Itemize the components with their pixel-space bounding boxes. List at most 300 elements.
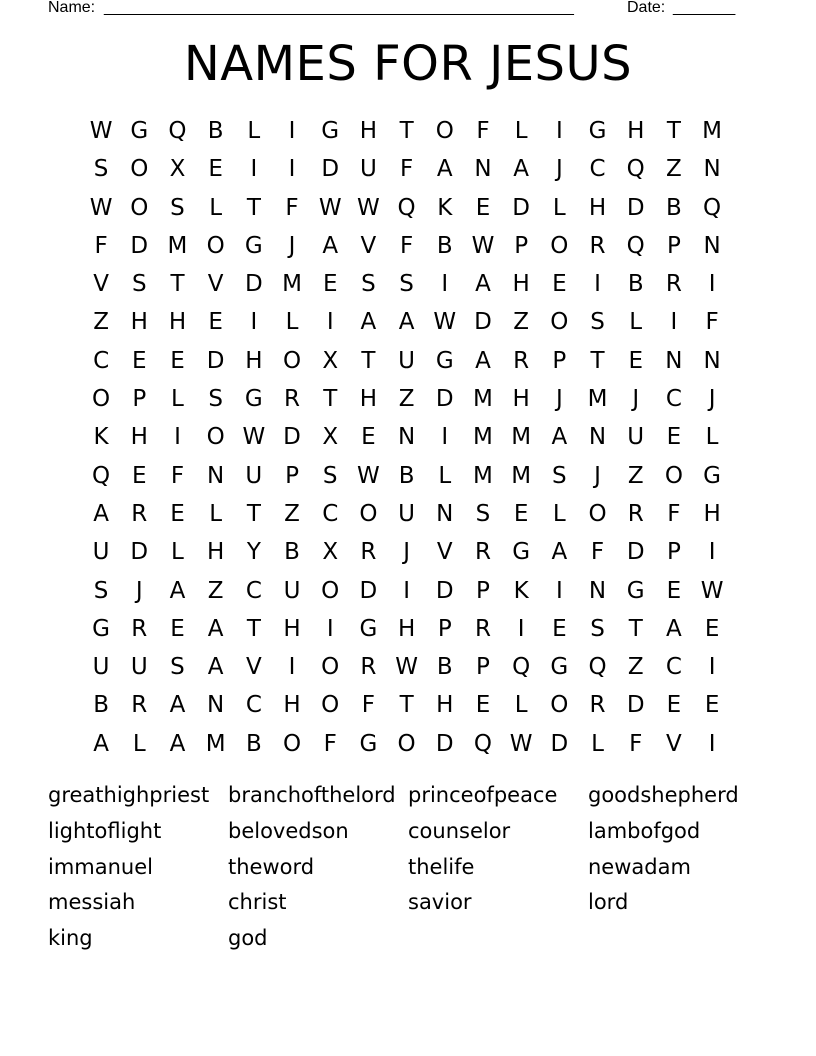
- grid-letter: R: [131, 615, 148, 642]
- grid-letter: O: [550, 309, 569, 336]
- grid-letter: T: [246, 500, 261, 527]
- grid-letter: L: [209, 194, 223, 221]
- grid-letter: L: [514, 692, 528, 719]
- grid-letter: R: [131, 500, 148, 527]
- grid-letter: P: [476, 577, 490, 604]
- grid-letter: X: [322, 347, 339, 374]
- grid-letter: O: [206, 424, 225, 451]
- grid-letter: P: [437, 615, 452, 642]
- grid-row: [82, 189, 732, 227]
- grid-letter: O: [435, 118, 454, 144]
- grid-letter: W: [395, 654, 418, 681]
- grid-letter: V: [666, 730, 682, 757]
- grid-letter: R: [131, 692, 148, 719]
- grid-row: [82, 610, 732, 648]
- grid-letter: I: [708, 654, 716, 681]
- grid-row: [82, 686, 732, 724]
- grid-letter: O: [321, 692, 340, 719]
- grid-letter: I: [326, 309, 334, 336]
- word-bank-item: christ: [228, 890, 287, 915]
- grid-letter: E: [170, 615, 185, 642]
- grid-letter: P: [666, 539, 681, 566]
- grid-letter: L: [591, 730, 604, 757]
- grid-letter: D: [435, 730, 454, 757]
- grid-letter: I: [250, 156, 258, 183]
- grid-letter: E: [666, 692, 682, 719]
- grid-row: [82, 112, 732, 150]
- grid-letter: T: [590, 347, 605, 374]
- grid-letter: V: [245, 654, 262, 681]
- grid-letter: K: [513, 577, 529, 604]
- word-bank: [48, 778, 768, 957]
- grid-letter: S: [322, 462, 338, 489]
- grid-letter: I: [250, 309, 258, 336]
- grid-letter: S: [131, 271, 147, 298]
- grid-letter: I: [174, 424, 181, 451]
- grid-letter: L: [171, 539, 184, 566]
- grid-letter: I: [555, 577, 563, 604]
- grid-letter: J: [708, 386, 716, 413]
- grid-letter: H: [283, 692, 301, 719]
- grid-letter: Q: [397, 194, 416, 221]
- grid-letter: G: [130, 118, 149, 144]
- grid-letter: D: [435, 386, 454, 413]
- grid-letter: X: [322, 424, 339, 451]
- grid-letter: Q: [626, 232, 645, 259]
- grid-letter: V: [93, 271, 109, 298]
- word-bank-item: belovedson: [228, 818, 349, 843]
- grid-letter: W: [357, 194, 380, 221]
- grid-letter: N: [703, 232, 721, 259]
- grid-letter: U: [245, 462, 263, 489]
- grid-row: [82, 648, 732, 686]
- grid-letter: D: [512, 194, 531, 221]
- grid-letter: Q: [588, 654, 607, 681]
- grid-letter: H: [130, 424, 148, 451]
- grid-letter: L: [705, 424, 719, 451]
- word-bank-item: messiah: [48, 890, 136, 915]
- grid-letter: D: [474, 309, 492, 336]
- grid-row: [82, 150, 732, 188]
- grid-letter: E: [666, 424, 682, 451]
- grid-letter: R: [589, 692, 606, 719]
- grid-letter: I: [708, 539, 716, 566]
- grid-letter: W: [509, 730, 533, 757]
- grid-letter: G: [244, 386, 263, 413]
- grid-letter: C: [589, 156, 606, 183]
- grid-letter: B: [666, 194, 682, 221]
- grid-letter: E: [552, 271, 567, 298]
- grid-letter: N: [436, 500, 454, 527]
- grid-letter: L: [438, 462, 452, 489]
- grid-letter: E: [361, 424, 376, 451]
- grid-letter: E: [132, 347, 147, 374]
- word-bank-item: princeofpeace: [408, 783, 558, 807]
- grid-letter: T: [170, 271, 185, 298]
- grid-row: [82, 457, 732, 495]
- grid-letter: B: [436, 654, 453, 681]
- grid-letter: A: [551, 539, 568, 566]
- grid-letter: H: [245, 347, 263, 374]
- word-bank-item: goodshepherd: [588, 783, 739, 807]
- grid-letter: T: [666, 118, 681, 144]
- word-bank-item: counselor: [408, 818, 511, 843]
- grid-letter: R: [474, 615, 491, 642]
- grid-letter: I: [708, 271, 716, 298]
- grid-letter: H: [627, 118, 645, 144]
- date-blank-line: _______: [673, 0, 736, 16]
- grid-letter: A: [475, 347, 491, 374]
- grid-letter: O: [359, 500, 378, 527]
- grid-row: [82, 342, 732, 380]
- word-bank-item: king: [48, 926, 93, 951]
- grid-letter: B: [207, 118, 224, 144]
- grid-letter: P: [514, 232, 529, 259]
- grid-letter: A: [169, 692, 186, 719]
- grid-letter: D: [626, 692, 645, 719]
- grid-letter: R: [360, 539, 377, 566]
- grid-letter: Y: [246, 539, 261, 566]
- grid-letter: G: [588, 118, 607, 144]
- grid-letter: G: [626, 577, 645, 604]
- grid-letter: H: [168, 309, 187, 336]
- grid-letter: J: [555, 156, 563, 183]
- word-bank-item: thelife: [408, 854, 475, 879]
- grid-row: [82, 265, 732, 303]
- grid-letter: Q: [92, 462, 111, 489]
- grid-letter: F: [361, 692, 376, 719]
- grid-letter: B: [398, 462, 415, 489]
- grid-letter: J: [288, 232, 296, 259]
- grid-letter: Z: [398, 386, 415, 413]
- grid-letter: J: [403, 539, 410, 566]
- grid-letter: O: [550, 692, 569, 719]
- grid-letter: E: [552, 615, 567, 642]
- word-bank-item: savior: [408, 890, 472, 915]
- grid-letter: I: [594, 271, 601, 298]
- grid-letter: P: [132, 386, 147, 413]
- grid-letter: A: [207, 615, 224, 642]
- grid-letter: A: [207, 654, 224, 681]
- grid-letter: H: [588, 194, 607, 221]
- grid-letter: D: [626, 539, 645, 566]
- grid-letter: L: [285, 309, 299, 336]
- grid-letter: T: [246, 615, 261, 642]
- grid-letter: N: [703, 156, 721, 183]
- name-label: Name:: [48, 0, 96, 16]
- grid-letter: L: [209, 500, 223, 527]
- grid-letter: I: [288, 118, 296, 144]
- grid-row: [82, 495, 732, 533]
- grid-letter: S: [361, 271, 376, 298]
- grid-letter: W: [433, 309, 457, 336]
- grid-letter: A: [513, 156, 530, 183]
- grid-letter: I: [403, 577, 410, 604]
- grid-letter: M: [282, 271, 302, 298]
- grid-letter: O: [282, 730, 302, 757]
- grid-letter: M: [511, 462, 532, 489]
- grid-letter: X: [322, 539, 339, 566]
- grid-letter: T: [246, 194, 261, 221]
- grid-letter: C: [245, 692, 262, 719]
- grid-letter: I: [441, 424, 449, 451]
- grid-letter: E: [170, 347, 185, 374]
- grid-letter: A: [360, 309, 377, 336]
- grid-letter: N: [397, 424, 416, 451]
- grid-letter: H: [130, 309, 148, 336]
- grid-letter: Z: [207, 577, 224, 604]
- grid-letter: F: [667, 500, 681, 527]
- word-bank-item: lambofgod: [588, 818, 701, 843]
- grid-letter: U: [398, 500, 416, 527]
- word-bank-item: immanuel: [48, 854, 153, 879]
- grid-letter: A: [666, 615, 682, 642]
- grid-row: [82, 380, 732, 418]
- grid-letter: V: [436, 539, 453, 566]
- grid-letter: D: [626, 194, 645, 221]
- grid-letter: L: [171, 386, 184, 413]
- grid-letter: G: [512, 539, 531, 566]
- word-bank-item: lightoflight: [48, 818, 162, 843]
- grid-letter: E: [475, 194, 491, 221]
- grid-letter: O: [282, 347, 302, 374]
- grid-letter: O: [206, 232, 225, 259]
- grid-letter: N: [207, 462, 225, 489]
- grid-letter: O: [130, 194, 149, 221]
- grid-letter: Q: [703, 194, 722, 221]
- grid-letter: F: [590, 539, 605, 566]
- grid-letter: C: [322, 500, 339, 527]
- grid-letter: F: [170, 462, 185, 489]
- grid-letter: H: [512, 386, 530, 413]
- grid-letter: D: [244, 271, 263, 298]
- grid-letter: Z: [627, 654, 644, 681]
- grid-letter: Q: [512, 654, 531, 681]
- grid-letter: T: [628, 615, 643, 642]
- grid-letter: H: [397, 615, 416, 642]
- grid-letter: R: [589, 232, 606, 259]
- grid-letter: L: [552, 194, 566, 221]
- grid-letter: Z: [513, 309, 530, 336]
- grid-letter: J: [555, 386, 563, 413]
- grid-letter: M: [205, 730, 226, 757]
- grid-letter: P: [666, 232, 681, 259]
- grid-letter: E: [666, 577, 682, 604]
- grid-letter: R: [284, 386, 301, 413]
- grid-letter: N: [588, 424, 607, 451]
- grid-letter: F: [629, 730, 643, 757]
- grid-letter: M: [473, 462, 493, 489]
- grid-letter: E: [475, 692, 491, 719]
- grid-letter: Q: [168, 118, 187, 144]
- grid-letter: F: [399, 232, 414, 259]
- grid-letter: U: [398, 347, 416, 374]
- grid-letter: A: [398, 309, 415, 336]
- grid-letter: F: [94, 232, 108, 259]
- grid-letter: I: [670, 309, 678, 336]
- grid-letter: W: [357, 462, 380, 489]
- grid-letter: N: [588, 577, 607, 604]
- grid-row: [82, 418, 732, 456]
- word-bank-item: god: [228, 926, 268, 951]
- grid-letter: M: [473, 386, 493, 413]
- grid-letter: I: [326, 615, 334, 642]
- grid-letter: V: [360, 232, 377, 259]
- grid-letter: W: [471, 232, 495, 259]
- grid-letter: M: [473, 424, 493, 451]
- grid-letter: G: [703, 462, 721, 489]
- grid-letter: A: [93, 500, 109, 527]
- grid-letter: O: [92, 386, 111, 413]
- grid-letter: W: [89, 194, 113, 221]
- grid-letter: I: [441, 271, 449, 298]
- grid-letter: U: [283, 577, 301, 604]
- grid-letter: R: [513, 347, 530, 374]
- grid-letter: N: [207, 692, 225, 719]
- grid-letter: E: [704, 692, 720, 719]
- grid-letter: I: [555, 118, 563, 144]
- grid-letter: F: [476, 118, 490, 144]
- grid-letter: S: [93, 577, 109, 604]
- grid-letter: J: [594, 462, 601, 489]
- grid-letter: U: [92, 539, 110, 566]
- grid-letter: E: [628, 347, 643, 374]
- word-bank-item: branchofthelord: [228, 783, 396, 807]
- name-blank-line: ______________________________________________________: [104, 0, 574, 16]
- grid-letter: V: [207, 271, 224, 298]
- grid-letter: J: [632, 386, 640, 413]
- grid-letter: O: [130, 156, 149, 183]
- grid-letter: D: [359, 577, 378, 604]
- grid-letter: E: [322, 271, 338, 298]
- grid-letter: L: [132, 730, 146, 757]
- grid-letter: G: [321, 118, 340, 144]
- grid-letter: I: [708, 730, 716, 757]
- grid-letter: U: [92, 654, 110, 681]
- grid-letter: O: [321, 654, 340, 681]
- grid-letter: W: [242, 424, 266, 451]
- grid-letter: I: [288, 156, 296, 183]
- grid-letter: P: [285, 462, 299, 489]
- grid-letter: N: [474, 156, 492, 183]
- grid-letter: I: [288, 654, 296, 681]
- grid-letter: O: [664, 462, 683, 489]
- grid-letter: H: [703, 500, 721, 527]
- grid-letter: E: [208, 156, 223, 183]
- word-bank-item: newadam: [588, 854, 691, 879]
- grid-letter: D: [206, 347, 225, 374]
- grid-letter: B: [627, 271, 644, 298]
- grid-letter: Z: [666, 156, 682, 183]
- grid-letter: T: [323, 386, 338, 413]
- grid-letter: S: [590, 309, 605, 336]
- grid-letter: L: [514, 118, 528, 144]
- grid-letter: A: [169, 577, 186, 604]
- grid-letter: H: [207, 539, 225, 566]
- grid-letter: E: [704, 615, 720, 642]
- grid-letter: S: [93, 156, 109, 183]
- grid-letter: D: [321, 156, 340, 183]
- grid-letter: Q: [473, 730, 493, 757]
- word-bank-item: lord: [588, 890, 629, 915]
- grid-letter: F: [705, 309, 719, 336]
- grid-letter: Q: [626, 156, 645, 183]
- grid-letter: H: [283, 615, 301, 642]
- grid-letter: T: [399, 118, 414, 144]
- grid-letter: L: [552, 500, 566, 527]
- grid-letter: A: [169, 730, 186, 757]
- grid-letter: S: [170, 194, 185, 221]
- word-bank-item: greathighpriest: [48, 783, 210, 807]
- grid-letter: D: [130, 232, 149, 259]
- grid-letter: C: [245, 577, 262, 604]
- grid-letter: S: [170, 654, 185, 681]
- grid-letter: J: [135, 577, 143, 604]
- grid-letter: S: [208, 386, 223, 413]
- grid-letter: K: [93, 424, 109, 451]
- grid-letter: M: [702, 118, 723, 144]
- grid-letter: H: [512, 271, 530, 298]
- grid-letter: U: [359, 156, 377, 183]
- grid-letter: I: [517, 615, 525, 642]
- grid-letter: O: [588, 500, 607, 527]
- grid-letter: R: [474, 539, 491, 566]
- grid-letter: G: [435, 347, 454, 374]
- grid-letter: D: [435, 577, 454, 604]
- grid-row: [82, 572, 732, 610]
- grid-letter: T: [399, 692, 414, 719]
- grid-letter: O: [321, 577, 340, 604]
- grid-letter: M: [167, 232, 188, 259]
- grid-letter: U: [130, 654, 148, 681]
- grid-letter: C: [665, 654, 682, 681]
- grid-row: [82, 725, 732, 763]
- grid-letter: G: [92, 615, 110, 642]
- grid-letter: K: [437, 194, 453, 221]
- grid-letter: R: [665, 271, 682, 298]
- grid-letter: G: [550, 654, 569, 681]
- grid-letter: H: [436, 692, 454, 719]
- grid-letter: O: [550, 232, 569, 259]
- grid-letter: F: [323, 730, 337, 757]
- grid-letter: E: [513, 500, 529, 527]
- grid-letter: U: [627, 424, 645, 451]
- grid-letter: A: [93, 730, 109, 757]
- grid-letter: R: [360, 654, 377, 681]
- grid-letter: H: [359, 118, 378, 144]
- grid-letter: W: [700, 577, 724, 604]
- header-fields: [48, 0, 748, 20]
- grid-letter: Z: [627, 462, 644, 489]
- grid-letter: S: [590, 615, 605, 642]
- grid-letter: M: [511, 424, 532, 451]
- grid-letter: C: [665, 386, 682, 413]
- grid-letter: G: [359, 730, 378, 757]
- grid-letter: O: [397, 730, 416, 757]
- grid-letter: D: [130, 539, 149, 566]
- grid-letter: N: [703, 347, 721, 374]
- grid-letter: S: [475, 500, 491, 527]
- grid-row: [82, 227, 732, 265]
- grid-letter: A: [436, 156, 453, 183]
- grid-letter: A: [475, 271, 491, 298]
- grid-letter: B: [245, 730, 262, 757]
- grid-letter: E: [170, 500, 185, 527]
- grid-letter: A: [551, 424, 568, 451]
- grid-letter: Z: [93, 309, 109, 336]
- grid-letter: S: [552, 462, 567, 489]
- grid-letter: E: [132, 462, 147, 489]
